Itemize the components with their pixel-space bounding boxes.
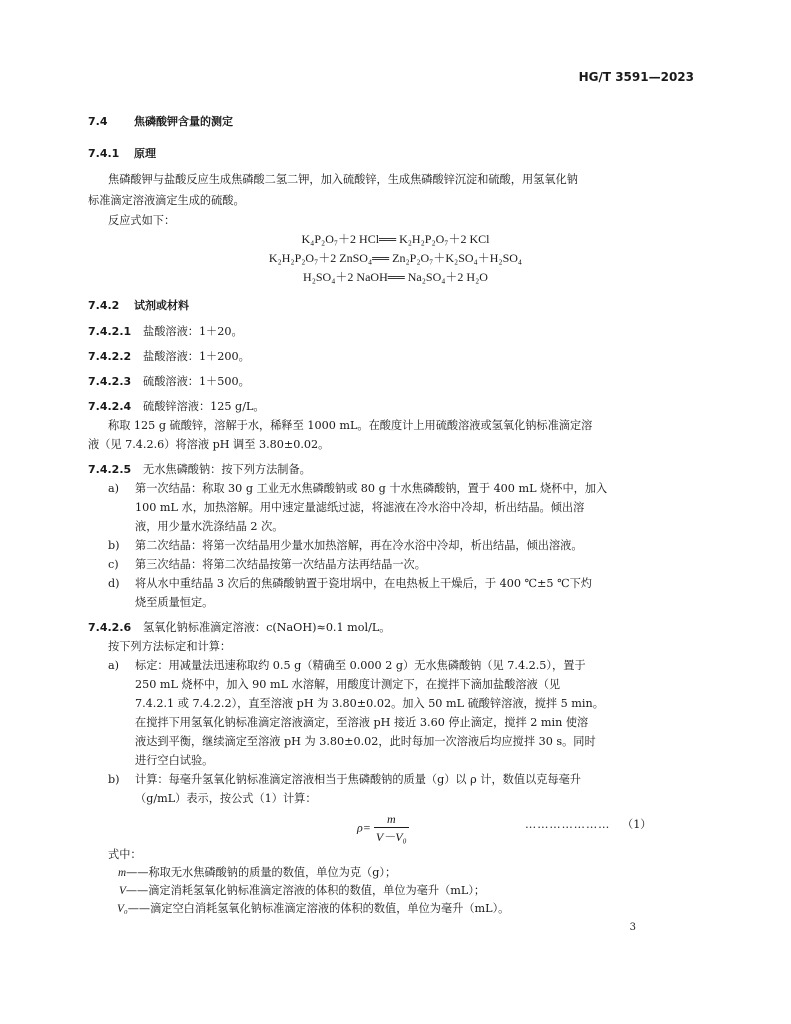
list-continuation: 250 mL 烧杯中，加入 90 mL 水溶解，用酸度计测定下，在搅拌下滴加盐酸溶液（见 xyxy=(135,678,561,691)
item-7426 xyxy=(88,619,390,635)
variable-text: ——滴定空白消耗氢氧化钠标准滴定溶液的体积的数值，单位为毫升（mL）。 xyxy=(127,902,510,915)
list-label: b) xyxy=(108,773,120,786)
subsection-heading-741 xyxy=(88,145,156,161)
variable-text: ——称取无水焦磷酸钠的质量的数值，单位为克（g）； xyxy=(126,866,397,879)
item-number: 7.4.2.5 xyxy=(88,463,132,476)
formula-number: （1） xyxy=(622,818,652,831)
list-item-b xyxy=(108,771,581,787)
list-label: b) xyxy=(108,539,120,552)
subsection-number: 7.4.2 xyxy=(88,299,120,312)
reaction-equation-2: K₂H₂P₂O₇＋2 ZnSO₄══ Zn₂P₂O₇＋K₂SO₄＋H₂SO₄ xyxy=(268,251,523,265)
list-label: d) xyxy=(108,577,120,590)
variable-definition-v xyxy=(119,882,485,898)
variable-symbol: V xyxy=(119,885,126,897)
formula-numerator: m xyxy=(374,812,409,828)
paragraph-line: 液（见 7.4.2.6）将溶液 pH 调至 3.80±0.02。 xyxy=(88,438,330,451)
formula-lhs: ρ= xyxy=(357,820,371,835)
paragraph-line: 按下列方法标定和计算： xyxy=(108,640,232,653)
list-label: c) xyxy=(108,558,119,571)
subsection-title: 原理 xyxy=(134,147,156,160)
list-item-c xyxy=(108,556,426,572)
formula-1 xyxy=(357,812,409,845)
list-continuation: 在搅拌下用氢氧化钠标准滴定溶液滴定，至溶液 pH 接近 3.60 停止滴定，搅拌 2 min 使溶 xyxy=(135,716,589,729)
section-heading xyxy=(88,113,233,129)
item-text: 氢氧化钠标准滴定溶液：c(NaOH)≈0.1 mol/L。 xyxy=(143,621,391,634)
list-label: a) xyxy=(108,482,120,495)
paragraph-line: 反应式如下： xyxy=(108,214,176,227)
item-7421 xyxy=(88,323,243,339)
formula-fraction xyxy=(374,812,409,845)
item-7425 xyxy=(88,461,311,477)
subsection-heading-742 xyxy=(88,297,189,313)
list-continuation: 100 mL 水，加热溶解。用中速定量滤纸过滤，将滤液在冷水浴中冷却，析出结晶。倾出溶 xyxy=(135,501,585,514)
list-text: 第三次结晶：将第二次结晶按第一次结晶方法再结晶一次。 xyxy=(135,558,426,571)
subsection-title: 试剂或材料 xyxy=(134,299,189,312)
paragraph-line: 称取 125 g 硫酸锌，溶解于水，稀释至 1000 mL。在酸度计上用硫酸溶液或氢氧化钠标准滴定溶 xyxy=(108,419,593,432)
item-text: 硫酸锌溶液：125 g/L。 xyxy=(143,400,265,413)
paragraph-line: 焦磷酸钾与盐酸反应生成焦磷酸二氢二钾，加入硫酸锌，生成焦磷酸锌沉淀和硫酸，用氢氧化钠 xyxy=(108,173,578,186)
paragraph-line: 标准滴定溶液滴定生成的硫酸。 xyxy=(88,194,245,207)
list-continuation: 进行空白试验。 xyxy=(135,754,214,767)
variable-text: ——滴定消耗氢氧化钠标准滴定溶液的体积的数值，单位为毫升（mL）； xyxy=(125,884,486,897)
item-number: 7.4.2.6 xyxy=(88,621,132,634)
list-item-d xyxy=(108,575,592,591)
list-continuation: 液，用少量水洗涤结晶 2 次。 xyxy=(135,520,284,533)
item-text: 硫酸溶液：1＋500。 xyxy=(143,375,250,388)
list-text: 计算：每毫升氢氧化钠标准滴定溶液相当于焦磷酸钠的质量（g）以 ρ 计，数值以克每毫升 xyxy=(135,773,581,786)
list-continuation: 液达到平衡，继续滴定至溶液 pH 为 3.80±0.02，此时每加一次溶液后均应搅拌 30 s。同时 xyxy=(135,735,596,748)
variable-symbol: m xyxy=(118,867,127,879)
where-label: 式中： xyxy=(108,848,142,861)
list-item-b xyxy=(108,537,583,553)
item-7423 xyxy=(88,373,250,389)
standard-number: HG/T 3591—2023 xyxy=(578,70,694,84)
page-number: 3 xyxy=(629,922,636,933)
list-continuation: 烧至质量恒定。 xyxy=(135,596,214,609)
section-title: 焦磷酸钾含量的测定 xyxy=(134,115,233,128)
item-number: 7.4.2.3 xyxy=(88,375,132,388)
list-item-a xyxy=(108,657,586,673)
item-text: 盐酸溶液：1＋20。 xyxy=(143,325,243,338)
subsection-number: 7.4.1 xyxy=(88,147,120,160)
variable-definition-v0 xyxy=(117,900,509,916)
formula-denominator: V－V₀ xyxy=(375,830,407,844)
reaction-equation-3: H₂SO₄＋2 NaOH══ Na₂SO₄＋2 H₂O xyxy=(303,270,488,284)
list-label: a) xyxy=(108,659,120,672)
item-text: 盐酸溶液：1＋200。 xyxy=(143,350,250,363)
list-continuation: （g/mL）表示，按公式（1）计算： xyxy=(135,792,317,805)
item-7422 xyxy=(88,348,250,364)
list-text: 第一次结晶：称取 30 g 工业无水焦磷酸钠或 80 g 十水焦磷酸钠，置于 400 mL 烧杯中，加入 xyxy=(135,482,608,495)
list-item-a xyxy=(108,480,607,496)
list-text: 标定：用减量法迅速称取约 0.5 g（精确至 0.000 2 g）无水焦磷酸钠（见 7.4.2.5），置于 xyxy=(135,659,586,672)
list-text: 第二次结晶：将第一次结晶用少量水加热溶解，再在冷水浴中冷却，析出结晶，倾出溶液。 xyxy=(135,539,583,552)
list-text: 将从水中重结晶 3 次后的焦磷酸钠置于瓷坩埚中，在电热板上干燥后，于 400 ℃±5 ℃下灼 xyxy=(135,577,592,590)
item-number: 7.4.2.4 xyxy=(88,400,132,413)
formula-leader-dots: ………………… xyxy=(525,818,611,831)
section-number: 7.4 xyxy=(88,115,108,128)
item-text: 无水焦磷酸钠：按下列方法制备。 xyxy=(143,463,311,476)
item-7424 xyxy=(88,398,265,414)
item-number: 7.4.2.1 xyxy=(88,325,132,338)
variable-symbol: V₀ xyxy=(117,903,128,915)
list-continuation: 7.4.2.1 或 7.4.2.2），直至溶液 pH 为 3.80±0.02。加入 50 mL 硫酸锌溶液，搅拌 5 min。 xyxy=(135,697,604,710)
variable-definition-m xyxy=(118,864,396,880)
item-number: 7.4.2.2 xyxy=(88,350,132,363)
reaction-equation-1: K₄P₂O₇＋2 HCl══ K₂H₂P₂O₇＋2 KCl xyxy=(301,232,490,246)
